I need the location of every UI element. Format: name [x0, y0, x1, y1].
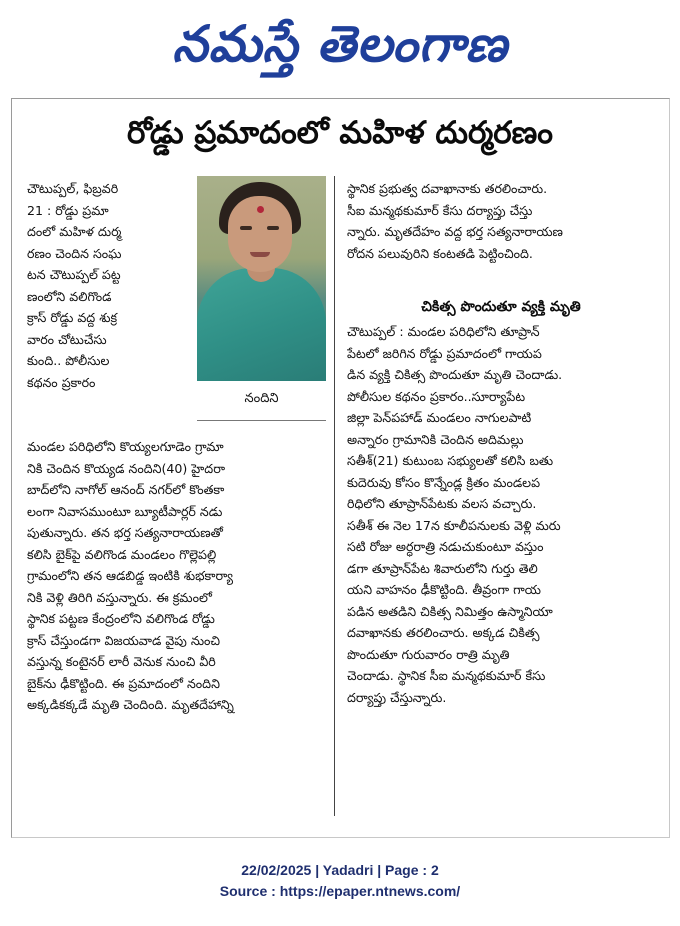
photo-bindi-shape — [257, 206, 264, 213]
newspaper-masthead — [0, 8, 680, 80]
text-line: అన్నారం గ్రామానికి చెందిన అదిమల్లు — [347, 431, 524, 447]
text-line: చౌటుప్పల్, ఫిబ్రవరి — [27, 181, 119, 196]
text-line: పొందుతూ గురువారం రాత్రి మృతి — [347, 646, 510, 662]
text-line: సతీశ్ ఈ నెల 17న కూలీపనులకు వెళ్లి మరు — [347, 517, 561, 533]
victim-photo — [197, 176, 326, 381]
article-body-right-column — [347, 178, 655, 264]
photo-caption: నందిని — [244, 391, 279, 406]
text-line: నికి వెళ్లి తిరిగి వస్తున్నారు. ఈ క్రమంలో — [27, 589, 212, 605]
text-line: డిన వ్యక్తి చికిత్స పొందుతూ మృతి చెందాడు. — [347, 367, 563, 382]
text-line: డగా తూప్రాన్‌పేట శివారులోని గుర్తు తెలి — [347, 560, 538, 576]
text-line: పుతున్నారు. తన భర్త సత్యనారాయణతో — [27, 525, 223, 540]
text-line: రిధిలోని తూప్రాన్‌పేటకు వలస వచ్చారు. — [347, 496, 537, 511]
footer-source-link[interactable]: Source : https://epaper.ntnews.com/ — [219, 883, 461, 899]
caption-divider — [197, 420, 326, 421]
text-line: బైక్‌ను ఢీకొట్టింది. ఈ ప్రమాదంలో నందిని — [27, 675, 220, 691]
article-subheading: చికిత్స పొందుతూ వ్యక్తి మృతి — [421, 299, 581, 315]
photo-saree-shape — [197, 268, 326, 381]
text-line: సీఐ మన్మథకుమార్ కేసు దర్యాప్తు చేస్తు — [347, 202, 533, 218]
text-line: రణం చెందిన సంఘ — [27, 245, 122, 261]
text-line: జిల్లా పెన్‌పహాడ్ మండలం నాగులపాటి — [347, 410, 532, 425]
text-line: అక్కడికక్కడే మృతి చెందింది. మృతదేహాన్ని — [27, 697, 234, 712]
text-line: 21 : రోడ్డు ప్రమా — [27, 202, 109, 218]
text-line: మండల పరిధిలోని కొయ్యలగూడెం గ్రామా — [27, 439, 224, 454]
text-line: దవాఖానకు తరలించారు. అక్కడ చికిత్స — [347, 625, 540, 640]
photo-mouth-shape — [250, 252, 270, 257]
masthead-title: నమస్తే తెలంగాణ — [172, 14, 508, 73]
text-line: క్రాస్ రోడ్డు వద్ద శుక్ర — [27, 310, 118, 325]
text-line: న్నారు. మృతదేహం వద్ద భర్త సత్యనారాయణ — [347, 224, 563, 239]
photo-eye-shape — [240, 226, 252, 230]
text-line: బాద్‌లోని నాగోల్ ఆనంద్ నగర్‌లో కొంతకా — [27, 482, 225, 497]
text-line: ణంలోని వలిగొండ — [27, 288, 112, 304]
text-line: టన చౌటుప్పల్ పట్ట — [27, 267, 121, 282]
text-line: పేటలో జరిగిన రోడ్డు ప్రమాదంలో గాయప — [347, 345, 542, 361]
text-line: క్రాస్ చేస్తుండగా విజయవాడ వైపు నుంచి — [27, 632, 221, 648]
text-line: వారం చోటుచేసు — [27, 331, 107, 347]
text-line: పోలీసుల కథనం ప్రకారం..సూర్యాపేట — [347, 388, 526, 404]
column-divider — [334, 176, 335, 816]
text-line: చౌటుప్పల్ : మండల పరిధిలోని తూప్రాన్ — [347, 324, 540, 339]
text-line: స్థానిక ప్రభుత్వ దవాఖానాకు తరలించారు. — [347, 181, 548, 196]
clipping-footer — [0, 860, 680, 902]
text-line: నికి చెందిన కొయ్యడ నందిని(40) హైదరా — [27, 460, 226, 476]
text-line: గ్రామంలోని తన ఆడబిడ్డ ఇంటికి శుభకార్యా — [27, 568, 234, 583]
text-line: దంలో మహిళ దుర్మ — [27, 224, 122, 239]
text-line: పడిన అతడిని చికిత్స నిమిత్తం ఉస్మానియా — [347, 603, 553, 619]
text-line: యని వాహనం ఢీకొట్టింది. తీవ్రంగా గాయ — [347, 582, 541, 597]
text-line: చెందాడు. స్థానిక సీఐ మన్మథకుమార్ కేసు — [347, 668, 546, 683]
text-line: కథనం ప్రకారం — [27, 374, 96, 390]
text-line: దర్యాప్తు చేస్తున్నారు. — [347, 689, 447, 705]
text-line: కుంది.. పోలీసుల — [27, 353, 110, 368]
text-line: సతీశ్(21) కుటుంబ సభ్యులతో కలిసి బతు — [347, 453, 554, 468]
text-line: సటి రోజు అర్ధరాత్రి నడుచుకుంటూ వస్తుం — [347, 539, 544, 554]
text-line: వస్తున్న కంటైనర్ లారీ వెనుక నుంచి వీరి — [27, 654, 216, 669]
second-story-body — [347, 321, 655, 708]
text-line: లంగా నివాసముంటూ బ్యూటీపార్లర్ నడు — [27, 503, 223, 519]
article-body-left-column — [27, 436, 327, 716]
footer-date-edition-page: 22/02/2025 | Yadadri | Page : 2 — [241, 862, 439, 878]
article-headline: రోడ్డు ప్రమాదంలో మహిళ దుర్మరణం — [127, 115, 553, 151]
article-intro-column — [27, 178, 190, 393]
text-line: కలిసి బైక్‌పై వలిగొండ మండలం గొల్లెపల్లి — [27, 546, 217, 562]
text-line: కుదెరువు కోసం కొన్నేండ్ల క్రితం మండలప — [347, 474, 541, 490]
photo-eye-shape — [267, 226, 279, 230]
text-line: రోదన పలువురిని కంటతడి పెట్టించింది. — [347, 245, 533, 261]
text-line: స్థానిక పట్టణ కేంద్రంలోని వలిగొండ రోడ్డు — [27, 611, 215, 626]
